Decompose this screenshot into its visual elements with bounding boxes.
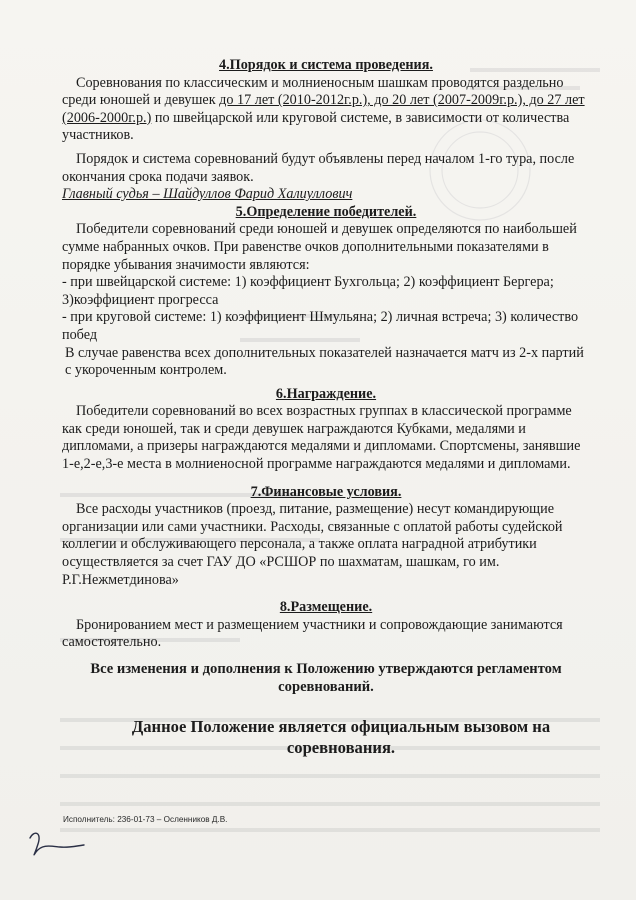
section-4-paragraph-2: Порядок и система соревнований будут объявлены перед началом 1-го тура, после окончания срока подачи заявок. (62, 150, 575, 185)
document-body (62, 57, 590, 775)
round-robin-criteria: - при круговой системе: 1) коэффициент Шмульяна; 2) личная встреча; 3) количество побед (62, 309, 579, 343)
chief-judge-line: Главный судья – Шайдуллов Фарид Халиуллович (62, 186, 353, 203)
section-5-heading: 5.Определение победителей. (235, 203, 417, 220)
section-8-paragraph-1: Бронированием мест и размещением участники и сопровождающие занимаются самостоятельно. (62, 616, 563, 651)
section-4-paragraph-1 (62, 75, 590, 145)
executor-line: Исполнитель: 236-01-73 – Осленников Д.В. (63, 815, 228, 824)
section-6-paragraph-1: Победители соревнований во всех возрастных группах в классической программе как среди юношей, так и среди девушек награждаются Кубками, медалями и дипломами, а призеры награждаются медалями и дипломами. Спортсмены, занявшие 1-е,2-е,3-е места в молниеносной программе награждаются медалями и дипломами. (62, 403, 581, 473)
signature-mark (26, 828, 86, 862)
age-groups-underlined: до 17 лет (2010-2012г.р.), до 20 лет (2007-2009г.р.), до 27 лет (2006-2000г.р.) (62, 92, 585, 126)
tie-break-match: В случае равенства всех дополнительных показателей назначается матч из 2-х партий с укороченным контролем. (65, 344, 584, 379)
section-6-heading: 6.Награждение. (275, 385, 377, 402)
section-7-paragraph-1: Все расходы участников (проезд, питание, размещение) несут командирующие организации или сами участники. Расходы, связанные с оплатой работы судейской коллегии и обслуживающего персонала, а также оплата наградной атрибутики осуществляется за счет ГАУ ДО «РСШОР по шахматам, шашкам, го им. Р.Г.Нежметдинова» (62, 501, 563, 588)
section-4-heading: 4.Порядок и система проведения. (219, 57, 433, 73)
section-8-heading: 8.Размещение. (279, 599, 373, 616)
swiss-system-criteria: - при швейцарской системе: 1) коэффициент Бухгольца; 2) коэффициент Бергера; 3)коэффициент прогресса (62, 274, 554, 308)
official-invitation-note: Данное Положение является официальным вызовом на соревнования. (131, 717, 551, 758)
section-5-paragraph-1: Победители соревнований среди юношей и девушек определяются по наибольшей сумме набранных очков. При равенстве очков дополнительными показателями в порядке убывания значимости являются: (62, 221, 577, 273)
section-4-text-c: по швейцарской или круговой системе, в зависимости от количества участников. (62, 109, 570, 144)
section-4-text-a: Соревнования по классическим и молниеносным шашкам проводятся раздельно среди юношей и девушек (62, 74, 564, 109)
amendments-note: Все изменения и дополнения к Положению утверждаются регламентом соревнований. (90, 661, 562, 695)
section-7-heading: 7.Финансовые условия. (250, 483, 402, 500)
